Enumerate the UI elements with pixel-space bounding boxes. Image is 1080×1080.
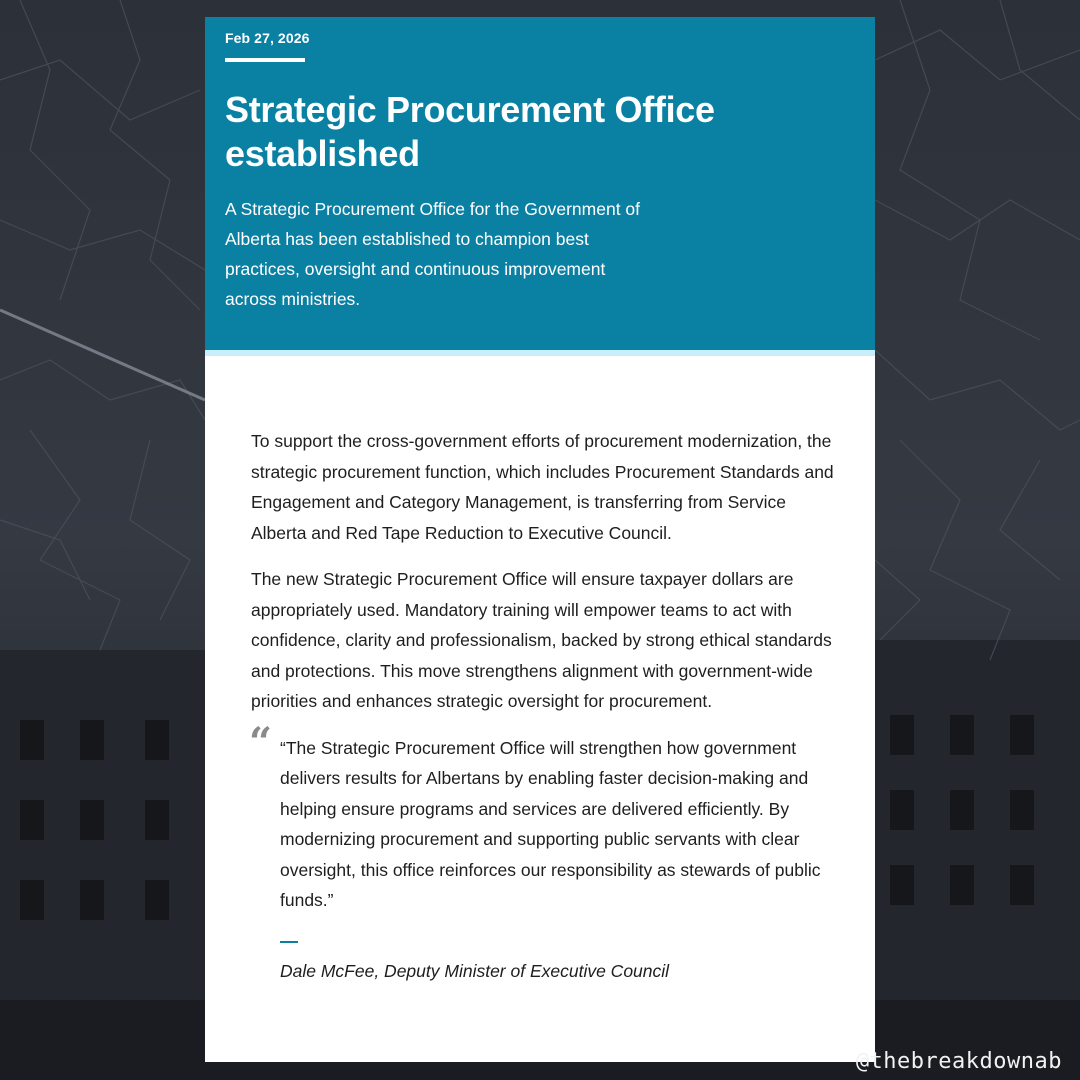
quote-divider <box>280 941 298 943</box>
pull-quote <box>249 718 841 987</box>
publish-date: Feb 27, 2026 <box>225 30 310 46</box>
quote-icon: “ <box>249 718 273 766</box>
watermark-handle: @thebreakdownab <box>855 1049 1062 1074</box>
body-paragraph: The new Strategic Procurement Office will ensure taxpayer dollars are appropriately used. Mandatory training will empower teams to act with confidence, clarity and professionalism, backed by strong ethical standards and protections. This move strengthens alignment with government-wide priorities and enhances strategic oversight for procurement. <box>251 569 832 711</box>
quote-attribution: Dale McFee, Deputy Minister of Executive Council <box>280 960 670 981</box>
article-header <box>205 17 875 350</box>
header-accent-band <box>205 350 875 356</box>
article-headline: Strategic Procurement Office established <box>225 89 715 174</box>
article-card <box>205 17 875 1062</box>
article-summary: A Strategic Procurement Office for the Government of Alberta has been established to champion best practices, oversight and continuous improvement across ministries. <box>225 199 641 309</box>
body-paragraph: To support the cross-government efforts of procurement modernization, the strategic procurement function, which includes Procurement Standards and Engagement and Category Management, is transferring from Service Alberta and Red Tape Reduction to Executive Council. <box>251 431 834 543</box>
quote-text: “The Strategic Procurement Office will strengthen how government delivers results for Albertans by enabling faster decision-making and helping ensure programs and services are delivered efficiently. By modernizing procurement and supporting public servants with clear oversight, this office reinforces our responsibility as stewards of public funds.” <box>280 737 821 910</box>
article-body <box>251 426 841 986</box>
date-underline <box>225 58 305 62</box>
